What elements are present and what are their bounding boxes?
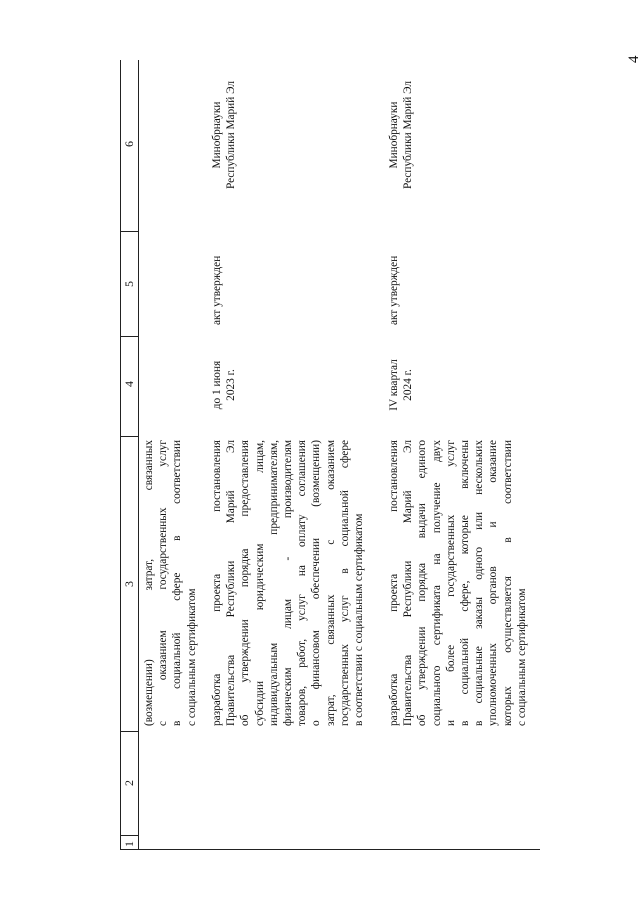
text-line: (возмещении) затрат, связанных: [143, 440, 155, 726]
text-line: и более государственных услуг: [444, 440, 457, 726]
row-1-col5: [210, 235, 224, 325]
column-header-5: 5: [122, 281, 136, 287]
row-1-col6: [210, 60, 238, 210]
rotated-table-area: [120, 60, 540, 850]
column-border: [120, 849, 540, 850]
result-text: акт утвержден: [388, 255, 400, 325]
responsible-line: Республики Марий Эл: [402, 80, 415, 190]
text-line: затрат, связанных с оказанием: [324, 440, 337, 726]
text-line: о финансовом обеспечении (возмещении): [310, 440, 323, 726]
text-line: физическим лицам - производителям: [282, 440, 295, 726]
row-2-col6: [387, 60, 415, 210]
text-line: с оказанием государственных услуг: [157, 440, 170, 726]
column-border: [120, 231, 138, 232]
deadline-line: 2023 г.: [225, 369, 238, 401]
column-header-2: 2: [122, 780, 136, 786]
result-text: акт утвержден: [211, 255, 223, 325]
text-line: разработка проекта постановления: [211, 440, 223, 726]
responsible-line: Минобрнауки: [211, 101, 223, 169]
table-row: [387, 440, 529, 726]
text-line: с социальным сертификатом: [515, 588, 528, 726]
text-line: государственных услуг в социальной сфере: [338, 440, 351, 726]
column-header-3: 3: [122, 581, 136, 587]
table-row: [210, 440, 366, 726]
deadline-line: IV квартал: [388, 359, 400, 411]
text-line: уполномоченных органов и оказание: [487, 440, 500, 726]
column-header-1: 1: [122, 841, 136, 847]
table-row: [142, 440, 199, 726]
row-0-col3: [142, 440, 199, 726]
text-line: об утверждении порядка выдачи единого: [416, 440, 429, 726]
deadline-line: до 1 июня: [211, 360, 223, 410]
text-line: с социальным сертификатом: [185, 588, 198, 726]
row-1-col4: [210, 345, 238, 425]
header-bottom-rule: [138, 60, 139, 850]
row-2-col4: [387, 345, 415, 425]
page-number: 4: [626, 55, 642, 63]
text-line: индивидуальным предпринимателям,: [267, 440, 280, 726]
column-border: [120, 436, 138, 437]
text-line: в социальной сфере в соответствии: [171, 440, 184, 726]
responsible-line: Республики Марий Эл: [225, 80, 238, 190]
text-line: социального сертификата на получение двух: [430, 440, 443, 726]
row-2-col3: [387, 440, 529, 726]
text-line: которых осуществляется в соответствии: [501, 440, 514, 726]
column-border: [120, 731, 138, 732]
text-line: субсидии юридическим лицам,: [253, 440, 266, 726]
column-header-6: 6: [122, 141, 136, 147]
row-1-col3: [210, 440, 366, 726]
text-line: Правительства Республики Марий Эл: [225, 440, 238, 726]
plan-table: [120, 60, 540, 850]
column-header-4: 4: [122, 381, 136, 387]
text-line: об утверждении порядка предоставления: [239, 440, 252, 726]
deadline-line: 2024 г.: [402, 369, 415, 401]
column-border: [120, 336, 138, 337]
responsible-line: Минобрнауки: [388, 101, 400, 169]
text-line: разработка проекта постановления: [388, 440, 400, 726]
row-2-col5: [387, 235, 401, 325]
text-line: в социальной сфере, которые включены: [459, 440, 472, 726]
text-line: Правительства Республики Марий Эл: [402, 440, 415, 726]
text-line: в соответствии с социальным сертификатом: [353, 513, 366, 726]
text-line: товаров, работ, услуг на оплату соглашения: [296, 440, 309, 726]
text-line: в социальные заказы одного или нескольких: [473, 440, 486, 726]
